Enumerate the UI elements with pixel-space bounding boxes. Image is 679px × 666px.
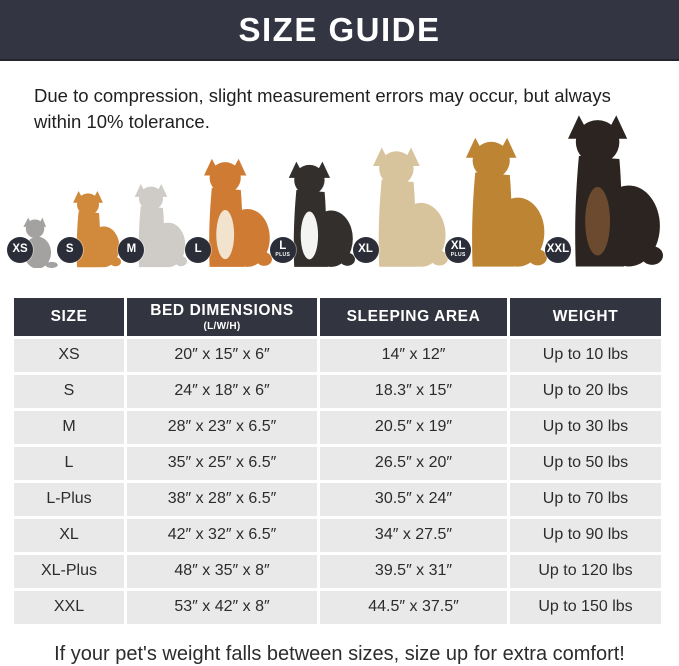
table-cell: XL-Plus [14,555,124,588]
table-cell: Up to 50 lbs [510,447,661,480]
table-cell: Up to 10 lbs [510,339,661,372]
table-cell: Up to 20 lbs [510,375,661,408]
pet-illustration-border-collie [275,146,355,268]
table-cell: 26.5″ x 20″ [320,447,507,480]
table-cell: 28″ x 23″ x 6.5″ [127,411,317,444]
size-table [14,298,665,624]
table-header-label: WEIGHT [552,307,619,325]
table-cell: 38″ x 28″ x 6.5″ [127,483,317,516]
size-badge-sublabel: PLUS [275,252,291,259]
table-header-cell [127,298,317,336]
table-cell: 44.5″ x 37.5″ [320,591,507,624]
table-cell: S [14,375,124,408]
sizing-advice: If your pet's weight falls between sizes, size up for extra comfort! [54,642,625,665]
table-cell: Up to 30 lbs [510,411,661,444]
table-cell: 30.5″ x 24″ [320,483,507,516]
table-cell: 42″ x 32″ x 6.5″ [127,519,317,552]
size-badge [270,237,296,263]
pet-illustration-golden-retriever [450,118,547,268]
size-badge [445,237,471,263]
table-cell: Up to 150 lbs [510,591,661,624]
table-cell: 20″ x 15″ x 6″ [127,339,317,372]
size-badge [118,237,144,263]
table-cell: Up to 90 lbs [510,519,661,552]
table-cell: Up to 70 lbs [510,483,661,516]
pet-illustration-shiba-inu [194,142,272,268]
table-header-label: BED DIMENSIONS [150,301,294,319]
table-cell: Up to 120 lbs [510,555,661,588]
table-cell: 18.3″ x 15″ [320,375,507,408]
pet-illustration-cat [12,198,59,268]
size-badge [185,237,211,263]
page-title: SIZE GUIDE [238,10,441,48]
table-cell: L-Plus [14,483,124,516]
size-badge-label: XL [450,239,466,252]
size-badge-label: L [279,239,287,252]
table-header-label: SIZE [50,307,88,325]
table-cell: 14″ x 12″ [320,339,507,372]
size-badge-label: M [126,242,137,255]
pet-illustration-doberman [546,93,663,268]
size-badge-label: XXL [546,242,570,255]
pet-illustration-labrador [358,130,448,268]
table-cell: 39.5″ x 31″ [320,555,507,588]
tolerance-note: Due to compression, slight measurement errors may occur, but always within 10% tolerance. [34,85,611,133]
table-cell: XXL [14,591,124,624]
size-badge-label: L [194,242,202,255]
table-cell: XL [14,519,124,552]
table-header-cell [510,298,661,336]
size-badge-label: XL [358,242,373,255]
size-badge [57,237,83,263]
pet-silhouette [554,93,663,268]
size-badge-label: XS [12,242,28,255]
table-cell: 35″ x 25″ x 6.5″ [127,447,317,480]
pet-size-illustrations [12,138,663,268]
table-cell: XS [14,339,124,372]
size-badge [7,237,33,263]
table-cell: 24″ x 18″ x 6″ [127,375,317,408]
table-header-cell [14,298,124,336]
size-badge-label: S [65,242,74,255]
table-header-label: SLEEPING AREA [346,307,481,325]
table-header-sublabel: (L/W/H) [203,320,241,332]
pet-illustration-pomeranian [66,180,121,268]
table-cell: L [14,447,124,480]
table-cell: 20.5″ x 19″ [320,411,507,444]
table-cell: M [14,411,124,444]
table-cell: 53″ x 42″ x 8″ [127,591,317,624]
table-cell: 34″ x 27.5″ [320,519,507,552]
pet-illustration-french-bulldog [127,172,187,268]
size-badge [545,237,571,263]
size-badge [353,237,379,263]
size-badge-sublabel: PLUS [450,252,466,259]
table-header-cell [320,298,507,336]
size-guide-banner [0,0,679,61]
table-cell: 48″ x 35″ x 8″ [127,555,317,588]
